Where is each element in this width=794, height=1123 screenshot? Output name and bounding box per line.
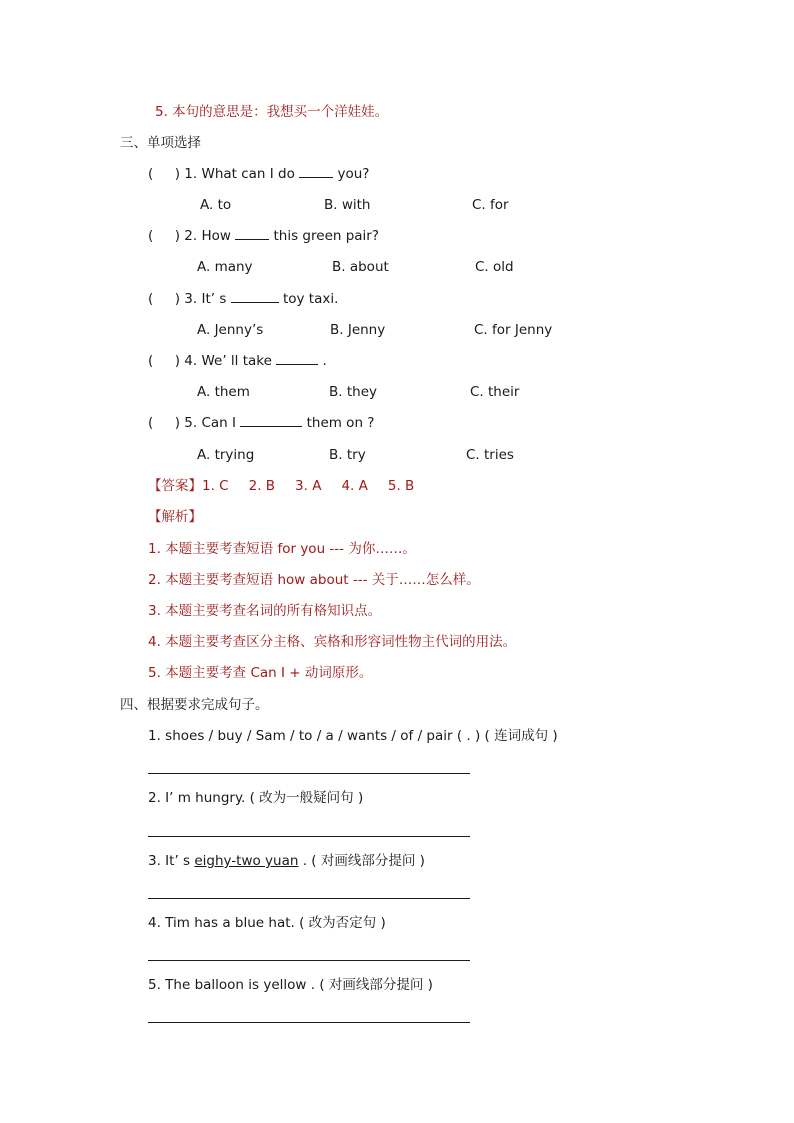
answer-line[interactable] bbox=[148, 773, 470, 774]
task-text: 3. It’ s bbox=[148, 853, 195, 869]
question-stem-end: this green pair? bbox=[269, 228, 380, 244]
question-2 bbox=[148, 227, 379, 245]
answer-paren[interactable]: ( ) bbox=[148, 228, 180, 244]
question-1 bbox=[148, 165, 369, 183]
option-a: A. Jenny’s bbox=[197, 322, 264, 338]
sentence-task-4: 4. Tim has a blue hat. ( 改为否定句 ) bbox=[148, 915, 386, 931]
section3-heading: 三、单项选择 bbox=[120, 135, 201, 151]
option-b: B. with bbox=[324, 197, 371, 213]
option-a: A. to bbox=[200, 197, 232, 213]
option-b: B. Jenny bbox=[330, 322, 386, 338]
question-stem-end: them on ? bbox=[302, 415, 375, 431]
fill-blank[interactable] bbox=[299, 165, 333, 178]
answer-paren[interactable]: ( ) bbox=[148, 291, 180, 307]
question-5 bbox=[148, 414, 374, 432]
section4-heading: 四、根据要求完成句子。 bbox=[120, 697, 269, 713]
option-a: A. many bbox=[197, 259, 253, 275]
fill-blank[interactable] bbox=[231, 290, 279, 303]
analysis-item: 1. 本题主要考查短语 for you --- 为你……。 bbox=[148, 541, 416, 557]
option-a: A. trying bbox=[197, 447, 255, 463]
option-c: C. for bbox=[472, 197, 509, 213]
option-c: C. their bbox=[470, 384, 520, 400]
answer-item: 5. B bbox=[387, 478, 415, 494]
question-4 bbox=[148, 352, 327, 370]
answer-item: 3. A bbox=[295, 478, 322, 494]
question-stem-end: you? bbox=[333, 166, 370, 182]
answer-line[interactable] bbox=[148, 898, 470, 899]
question-stem: 3. It’ s bbox=[184, 291, 231, 307]
option-c: C. old bbox=[475, 259, 514, 275]
underlined-phrase: eighy-two yuan bbox=[194, 853, 299, 869]
fill-blank[interactable] bbox=[276, 352, 318, 365]
answer-paren[interactable]: ( ) bbox=[148, 415, 180, 431]
question-stem-end: . bbox=[318, 353, 327, 369]
sentence-task-3 bbox=[148, 852, 425, 870]
sentence-task-1: 1. shoes / buy / Sam / to / a / wants / of / pair ( . ) ( 连词成句 ) bbox=[148, 728, 558, 744]
question-stem-end: toy taxi. bbox=[278, 291, 339, 307]
answer-line[interactable] bbox=[148, 1022, 470, 1023]
answer-paren[interactable]: ( ) bbox=[148, 166, 180, 182]
analysis-item: 2. 本题主要考查短语 how about --- 关于……怎么样。 bbox=[148, 572, 480, 588]
top-note: 5. 本句的意思是：我想买一个洋娃娃。 bbox=[155, 104, 389, 120]
answer-line[interactable] bbox=[148, 836, 470, 837]
question-stem: 5. Can I bbox=[184, 415, 241, 431]
question-stem: 2. How bbox=[184, 228, 236, 244]
question-3 bbox=[148, 290, 338, 308]
answer-item: 1. C bbox=[202, 478, 229, 494]
analysis-item: 3. 本题主要考查名词的所有格知识点。 bbox=[148, 603, 382, 619]
answer-row bbox=[148, 477, 414, 495]
option-c: C. tries bbox=[466, 447, 514, 463]
answer-line[interactable] bbox=[148, 960, 470, 961]
option-b: B. they bbox=[329, 384, 377, 400]
fill-blank[interactable] bbox=[235, 227, 269, 240]
answer-item: 4. A bbox=[341, 478, 368, 494]
question-stem: 4. We’ ll take bbox=[184, 353, 277, 369]
option-c: C. for Jenny bbox=[474, 322, 553, 338]
task-text-end: . ( 对画线部分提问 ) bbox=[298, 853, 425, 869]
question-stem: 1. What can I do bbox=[184, 166, 300, 182]
answer-label: 【答案】 bbox=[148, 478, 202, 494]
analysis-label: 【解析】 bbox=[148, 509, 202, 525]
fill-blank[interactable] bbox=[240, 414, 302, 427]
analysis-item: 5. 本题主要考查 Can I + 动词原形。 bbox=[148, 665, 373, 681]
sentence-task-5: 5. The balloon is yellow . ( 对画线部分提问 ) bbox=[148, 977, 433, 993]
option-b: B. about bbox=[332, 259, 389, 275]
answer-item: 2. B bbox=[248, 478, 276, 494]
answer-paren[interactable]: ( ) bbox=[148, 353, 180, 369]
option-b: B. try bbox=[329, 447, 366, 463]
analysis-item: 4. 本题主要考查区分主格、宾格和形容词性物主代词的用法。 bbox=[148, 634, 517, 650]
sentence-task-2: 2. I’ m hungry. ( 改为一般疑问句 ) bbox=[148, 790, 364, 806]
option-a: A. them bbox=[197, 384, 250, 400]
